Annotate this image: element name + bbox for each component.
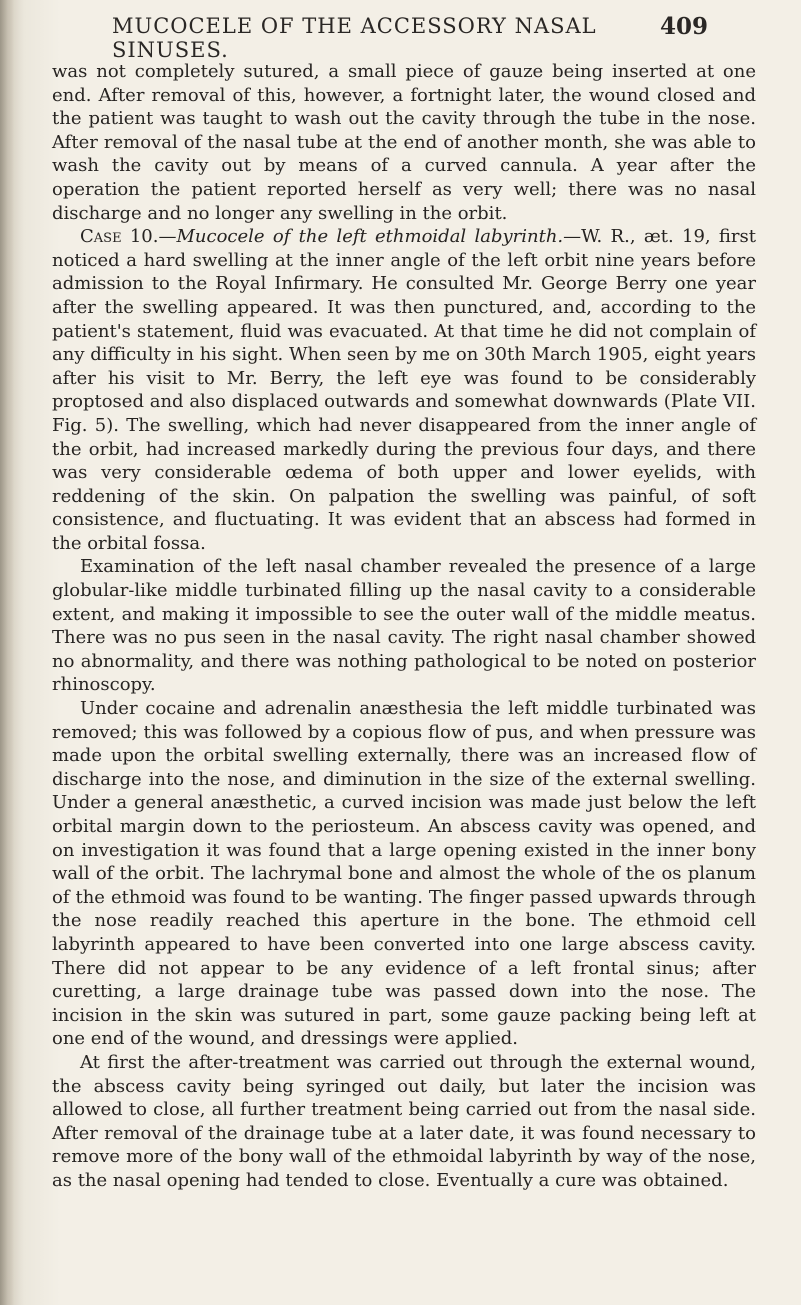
case-title: Mucocele of the left ethmoidal labyrinth.: [176, 226, 564, 248]
case-text: —W. R., æt. 19, first noticed a hard swelling at the inner angle of the left orbit nine years before admission to the Royal Infirmary. He consulted Mr. George Berry one year after the swelling appeared. It was then punctured, and, according to the patient's statement, fluid was evacuated. At that time he did not complain of any difficulty in his sight. When seen by me on 30th March 1905, eight years after his visit to Mr. Berry, the left eye was found to be considerably proptosed and also displaced outwards and somewhat downwards (Plate VII. Fig. 5). The swelling, which had never disappeared from the inner angle of the orbit, had increased markedly during the previous four days, and there was very considerable œdema of both upper and lower eyelids, with reddening of the skin. On palpation the swelling was painful, of soft consistence, and fluctuating. It was evident that an abscess had formed in the orbital fossa.: [52, 226, 757, 554]
paragraph: Examination of the left nasal chamber revealed the presence of a large globular-like middle turbinated filling up the nasal cavity to a considerable extent, and making it impossible to see the outer wall of the middle meatus. There was no pus seen in the nasal cavity. The right nasal chamber showed no abnormality, and there was nothing pathological to be noted on posterior rhinoscopy.: [52, 556, 756, 696]
case-label: Case 10.: [80, 226, 159, 248]
running-header: MUCOCELE OF THE ACCESSORY NASAL SINUSES.: [112, 14, 597, 62]
binding-shadow: [0, 0, 14, 1305]
paragraph: Under cocaine and adrenalin anæsthesia the left middle turbinated was removed; this was followed by a copious flow of pus, and when pressure was made upon the orbital swelling externally, there was an increased flow of discharge into the nose, and diminution in the size of the external swelling. Under a general anæsthetic, a curved incision was made just below the left orbital margin down to the periosteum. An abscess cavity was opened, and on investigation it was found that a large opening existed in the inner bony wall of the orbit. The lachrymal bone and almost the whole of the os planum of the ethmoid was found to be wanting. The finger passed upwards through the nose readily reached this aperture in the bone. The ethmoid cell labyrinth appeared to have been converted into one large abscess cavity. There did not appear to be any evidence of a left frontal sinus; after curetting, a large drainage tube was passed down into the nose. The incision in the skin was sutured in part, some gauze packing being left at one end of the wound, and dressings were applied.: [52, 698, 756, 1050]
case-dash: —: [158, 226, 177, 248]
paragraph: At first the after-treatment was carried out through the external wound, the abscess cavity being syringed out daily, but later the incision was allowed to close, all further treatment being carried out from the nasal side. After removal of the drainage tube at a later date, it was found necessary to remove more of the bony wall of the ethmoidal labyrinth by way of the nose, as the nasal opening had tended to close. Eventually a cure was obtained.: [52, 1051, 756, 1191]
body-text: [52, 60, 756, 1193]
page-number: 409: [660, 13, 709, 40]
case-paragraph: [52, 225, 756, 555]
paragraph: was not completely sutured, a small piece of gauze being inserted at one end. After removal of this, however, a fortnight later, the wound closed and the patient was taught to wash out the cavity through the tube in the nose. After removal of the nasal tube at the end of another month, she was able to wash the cavity out by means of a curved cannula. A year after the operation the patient reported herself as very well; there was no nasal discharge and no longer any swelling in the orbit.: [52, 61, 756, 224]
